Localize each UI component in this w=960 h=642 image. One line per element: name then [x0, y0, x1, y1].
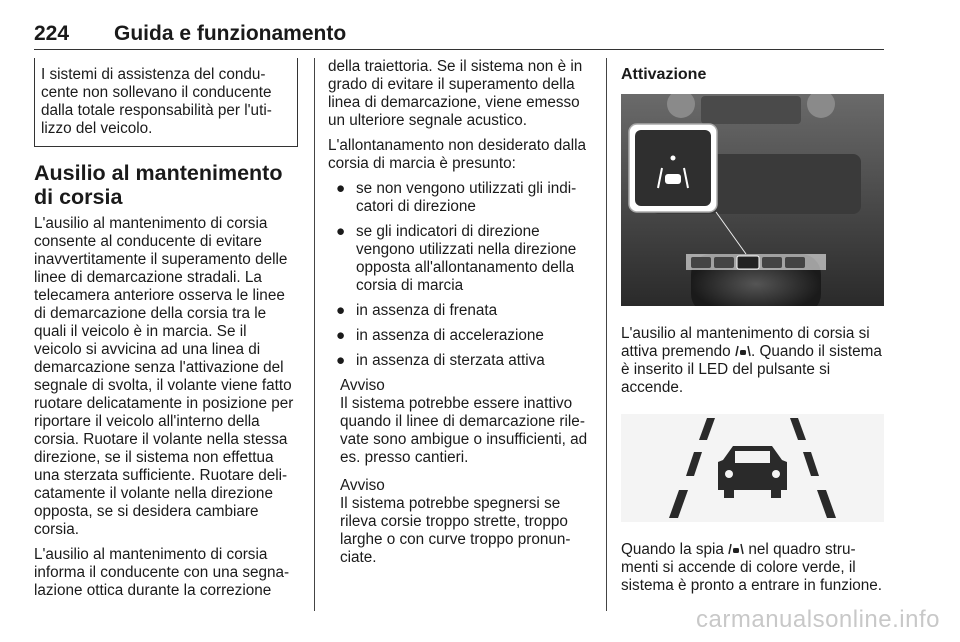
- paragraph: L'ausilio al mantenimento di corsia consente al conducente di evitare inavvertitamente il superamento delle linee di demarcazione stradali. La telecamera anteriore osserva le linee di demarcazione della corsia tra le quali il veicolo è in marcia. Se il veicolo si avvicina ad una linea di demarcazione senza l'attivazione del segnale di svolta, il volante viene fatto ruotare delicatamente in posizione per riportare il veicolo all'interno della corsia. Ruotare il volante nella stessa direzione, se il sistema non effettua una sterzata sufficiente. Ruotare delicatamente il volante nella direzione opposta, se si desidera cambiare corsia.: [34, 215, 294, 538]
- page-number: 224: [34, 22, 70, 45]
- list-item: ● in assenza di sterzata attiva: [336, 352, 545, 369]
- note-title: Avviso: [340, 377, 385, 394]
- warning-box: [34, 58, 298, 147]
- paragraph: L'allontanamento non desiderato dalla corsia di marcia è presunto:: [328, 137, 587, 172]
- section-heading: Ausilio al mantenimento di corsia: [34, 161, 283, 209]
- button-row: [691, 256, 805, 269]
- paragraph: L'ausilio al mantenimento di corsia si attiva premendo . Quando il sistema è inserito il LED del pulsante si accende.: [621, 325, 882, 396]
- bullet-list: [328, 180, 594, 370]
- bullet-icon: ●: [336, 180, 346, 197]
- note-title: Avviso: [340, 477, 385, 494]
- list-item: ● in assenza di frenata: [336, 302, 498, 319]
- column-divider: [606, 58, 607, 611]
- note-text: Il sistema potrebbe essere inattivo quando il linee di demarcazione rilevate sono ambigue o insufficienti, ad es. presso cantieri.: [340, 395, 588, 466]
- bullet-icon: ●: [336, 302, 346, 319]
- column-1: [34, 58, 298, 607]
- lane-keep-assist-icon: [728, 543, 744, 555]
- paragraph: della traiettoria. Se il sistema non è in grado di evitare il superamento della linea di demarcazione, viene emesso un ulteriore segnale acustico.: [328, 58, 583, 129]
- column-divider: [314, 58, 315, 611]
- watermark: carmanualsonline.info: [696, 606, 940, 633]
- column-2: [328, 58, 594, 577]
- lane-keep-assist-icon: [735, 345, 751, 357]
- list-item: ● se non vengono utilizzati gli indicatori di direzione: [336, 180, 577, 215]
- console-photo: [621, 94, 884, 306]
- note-block: [328, 377, 594, 467]
- bullet-icon: ●: [336, 223, 346, 240]
- subheading: Attivazione: [621, 66, 707, 83]
- paragraph: Quando la spia nel quadro strumenti si accende di colore verde, il sistema è pronto a entrare in funzione.: [621, 541, 883, 594]
- paragraph: L'ausilio al mantenimento di corsia informa il conducente con una segnalazione ottica durante la correzione: [34, 546, 290, 599]
- page-header: [34, 16, 884, 50]
- column-3: [621, 58, 887, 602]
- list-item: ● se gli indicatori di direzione vengono utilizzati nella direzione opposta all'allontanamento della corsia di marcia: [336, 223, 577, 294]
- note-text: Il sistema potrebbe spegnersi se rileva corsie troppo strette, troppo larghe o con curve troppo pronunciate.: [340, 495, 571, 566]
- note-block: [328, 477, 594, 567]
- list-item: ● in assenza di accelerazione: [336, 327, 544, 344]
- section-title: Guida e funzionamento: [114, 22, 347, 45]
- warning-text: I sistemi di assistenza del conducente non sollevano il conducente dalla totale responsabilità per l'utilizzo del veicolo.: [41, 66, 272, 137]
- bullet-icon: ●: [336, 352, 346, 369]
- bullet-icon: ●: [336, 327, 346, 344]
- lane-keep-assist-symbol: [621, 414, 884, 522]
